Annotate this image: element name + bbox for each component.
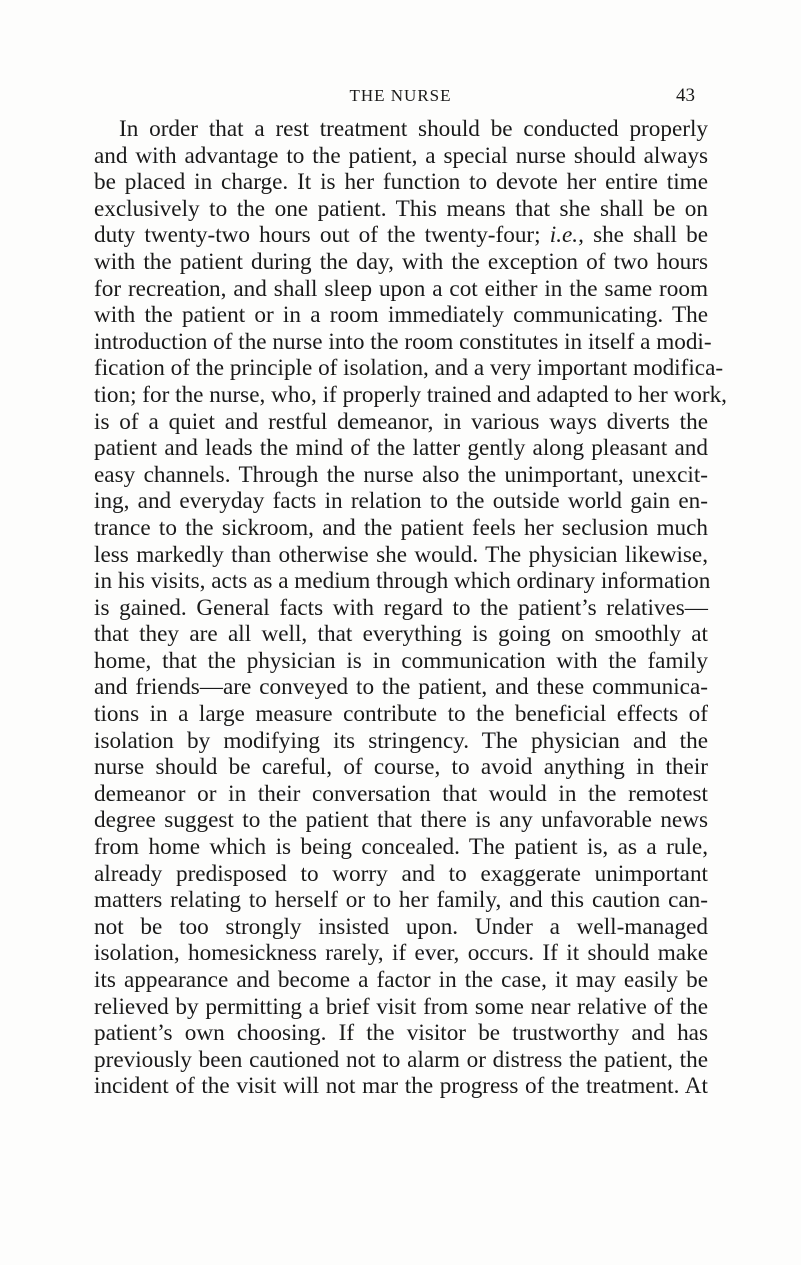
text-line: fication of the principle of isolation, and a very important modifica- (94, 355, 724, 382)
text-line: incident of the visit will not mar the progress of the treatment. At (94, 1073, 708, 1100)
text-line: In order that a rest treatment should be conducted properly (119, 116, 708, 142)
text-line: and friends—are conveyed to the patient, and these communica- (94, 674, 708, 701)
text-line: is gained. General facts with regard to the patient’s relatives— (94, 594, 708, 621)
text-line: be placed in charge. It is her function to devote her entire time (94, 169, 708, 196)
text-line: with the patient during the day, with the exception of two hours (94, 248, 708, 275)
running-header (0, 84, 801, 108)
text-line: easy channels. Through the nurse also the unimportant, unexcit- (94, 461, 708, 488)
text-line: isolation, homesickness rarely, if ever, occurs. If it should make (94, 940, 708, 967)
text-line: from home which is being concealed. The patient is, as a rule, (94, 834, 708, 861)
text-line: already predisposed to worry and to exaggerate unimportant (94, 860, 708, 887)
text-line: relieved by permitting a brief visit from some near relative of the (94, 993, 708, 1020)
text-line: isolation by modifying its stringency. The physician and the (94, 727, 708, 754)
text-line: exclusively to the one patient. This means that she shall be on (94, 195, 708, 222)
text-line: is of a quiet and restful demeanor, in various ways diverts the (94, 408, 708, 435)
text-line: and with advantage to the patient, a special nurse should always (94, 142, 708, 169)
text-line: for recreation, and shall sleep upon a cot either in the same room (94, 275, 708, 302)
text-line: patient and leads the mind of the latter gently along pleasant and (94, 435, 708, 462)
text-line-segment: duty twenty-two hours out of the twenty-four; (94, 222, 550, 249)
text-line: less markedly than otherwise she would. The physician likewise, (94, 541, 708, 568)
text-line: its appearance and become a factor in the case, it may easily be (94, 967, 708, 993)
text-line: in his visits, acts as a medium through which ordinary information (94, 568, 711, 595)
text-line: tion; for the nurse, who, if properly trained and adapted to her work, (94, 381, 727, 408)
text-line: trance to the sickroom, and the patient feels her seclusion much (94, 514, 708, 541)
text-line: patient’s own choosing. If the visitor be trustworthy and has (94, 1020, 708, 1047)
text-line: previously been cautioned not to alarm or distress the patient, the (94, 1046, 708, 1073)
text-line: matters relating to herself or to her family, and this caution can- (94, 887, 708, 914)
running-title: THE NURSE (349, 86, 452, 105)
text-line: with the patient or in a room immediately communicating. The (94, 302, 708, 329)
text-line-segment: she shall be (583, 222, 708, 249)
text-line: tions in a large measure contribute to the beneficial effects of (94, 701, 708, 728)
body-paragraph (94, 116, 727, 1100)
text-line-with-italic (94, 222, 708, 249)
text-line: home, that the physician is in communication with the family (94, 647, 708, 674)
text-line: demeanor or in their conversation that would in the remotest (94, 780, 708, 807)
text-line: degree suggest to the patient that there is any unfavorable news (94, 807, 708, 834)
text-line: not be too strongly insisted upon. Under a well-managed (94, 913, 708, 940)
text-line: ing, and everyday facts in relation to the outside world gain en- (94, 488, 708, 515)
page-number: 43 (676, 85, 695, 106)
text-line: introduction of the nurse into the room constitutes in itself a modi- (94, 328, 712, 355)
text-line: that they are all well, that everything is going on smoothly at (94, 621, 708, 648)
text-line: nurse should be careful, of course, to avoid anything in their (94, 754, 708, 781)
italic-abbreviation: i.e., (549, 222, 584, 249)
